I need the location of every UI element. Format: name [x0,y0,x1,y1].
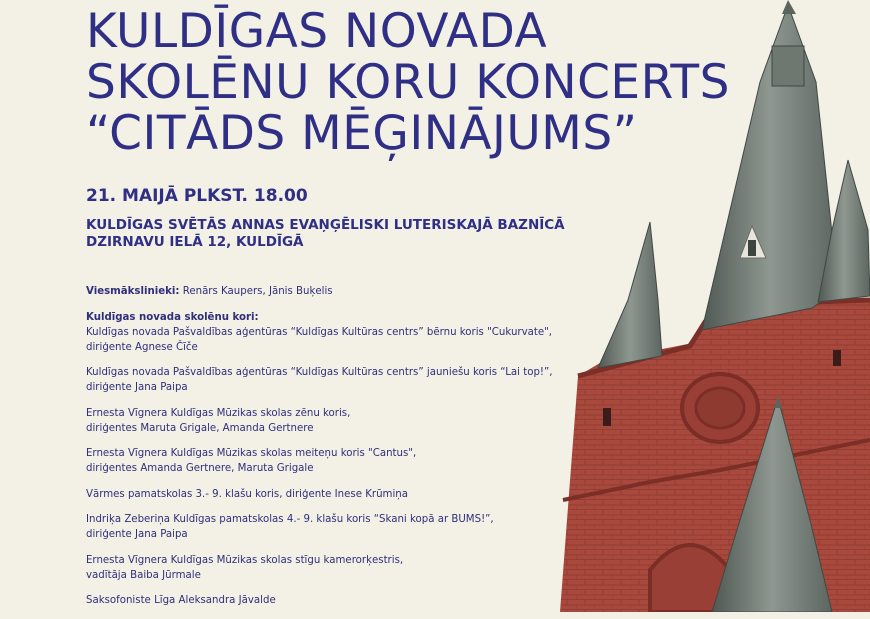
event-venue [86,217,565,251]
choir-item [86,512,566,542]
choir-conductor: vadītāja Baiba Jūrmale [86,569,201,581]
choir-conductor: diriģente Jana Paipa [86,382,188,393]
choir-item [86,406,566,436]
guest-artists-label: Viesmākslinieki: [86,286,180,297]
choirs-heading: Kuldīgas novada skolēnu kori: [86,311,259,323]
choir-name: Ernesta Vīgnera Kuldīgas Mūzikas skolas stīgu kamerorķestris, [86,554,404,566]
choir-conductor: diriģentes Maruta Grigale, Amanda Gertnere [86,422,314,434]
venue-name: KULDĪGAS SVĒTĀS ANNAS EVAŅĢĒLISKI LUTERISKAJĀ BAZNĪCĀ [86,217,565,233]
choir-name: Kuldīgas novada Pašvaldības aģentūras “Kuldīgas Kultūras centrs” jauniešu koris “Lai top!”, [86,367,553,378]
choir-conductor: diriģente Agnese Čīče [86,341,198,353]
venue-address: DZIRNAVU IELĀ 12, KULDĪGĀ [86,234,304,250]
program-list [86,284,566,619]
choir-item [86,365,566,395]
event-date: 21. MAIJĀ PLKST. 18.00 [86,186,308,206]
main-spire [702,5,838,330]
small-window [833,350,841,366]
choir-item [86,446,566,476]
choir-item [86,593,566,608]
choir-item [86,325,566,355]
choir-name: Vārmes pamatskolas 3.- 9. klašu koris, diriģente Inese Krūmiņa [86,488,408,500]
choir-name: Ernesta Vīgnera Kuldīgas Mūzikas skolas zēnu koris, [86,407,351,419]
choir-item [86,553,566,583]
choir-conductor: diriģentes Amanda Gertnere, Maruta Grigale [86,463,314,474]
church-tower-illustration [550,0,870,612]
choirs-heading-wrap [86,310,566,325]
choir-name: Indriķa Zeberiņa Kuldīgas pamatskolas 4.- 9. klašu koris “Skani kopā ar BUMS!”, [86,514,494,525]
choir-name: Ernesta Vīgnera Kuldīgas Mūzikas skolas meiteņu koris "Cantus", [86,448,417,459]
choir-name: Saksofoniste Līga Aleksandra Jāvalde [86,595,276,606]
left-spire [598,222,662,368]
title-line-2: SKOLĒNU KORU KONCERTS [86,55,730,110]
choir-name: Kuldīgas novada Pašvaldības aģentūras “Kuldīgas Kultūras centrs” bērnu koris "Cukurvate", [86,326,553,338]
guest-artists-names: Renārs Kaupers, Jānis Buķelis [179,286,333,297]
choir-item [86,487,566,502]
guest-artists [86,284,566,299]
choir-conductor: diriģente Jana Paipa [86,529,188,540]
small-window [603,408,611,426]
title-line-3: “CITĀDS MĒĢINĀJUMS” [86,106,638,161]
title-line-1: KULDĪGAS NOVADA [86,4,548,59]
